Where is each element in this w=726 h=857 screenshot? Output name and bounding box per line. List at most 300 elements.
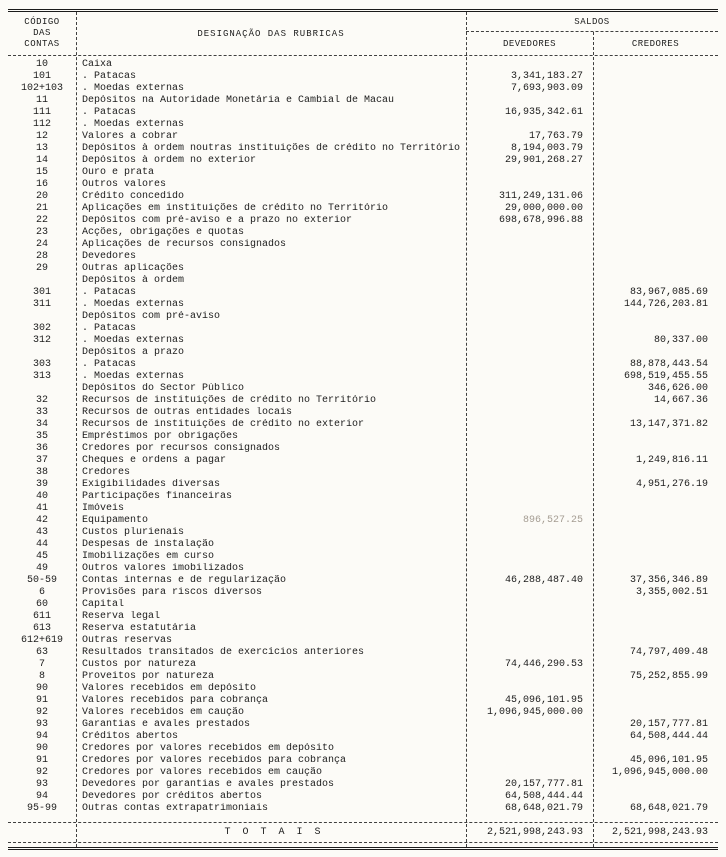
account-code: 50-59 [26, 575, 57, 586]
header-devedores: DEVEDORES [502, 38, 557, 49]
account-code: 93 [35, 779, 48, 790]
pre-totals-gap [8, 815, 718, 822]
table-row [8, 347, 718, 359]
rubric-designation: Depósitos com pré-aviso [82, 311, 221, 322]
account-code: 42 [35, 515, 48, 526]
devedores-value [466, 359, 593, 371]
rubric-designation: Participações financeiras [82, 491, 233, 502]
header-saldos: SALDOS [466, 12, 718, 32]
table-row [8, 467, 718, 479]
table-row [8, 275, 718, 287]
table-row [8, 479, 718, 491]
table-row [8, 731, 718, 743]
rubric-designation: Valores a cobrar [82, 131, 179, 142]
credores-value [593, 707, 718, 719]
account-code: 8 [38, 671, 45, 682]
devedores-value: 1,096,945,000.00 [486, 707, 583, 718]
devedores-value [466, 599, 593, 611]
table-row [8, 599, 718, 611]
credores-value [593, 431, 718, 443]
rubric-designation: Outros valores imobilizados [82, 563, 245, 574]
table-row [8, 455, 718, 467]
rubric-designation: Proveitos por natureza [82, 671, 215, 682]
credores-value: 4,951,276.19 [635, 479, 708, 490]
credores-value [593, 191, 718, 203]
credores-value [593, 623, 718, 635]
table-row [8, 383, 718, 395]
devedores-value [466, 335, 593, 347]
rubric-designation: . Patacas [82, 287, 137, 298]
account-code: 91 [35, 695, 48, 706]
credores-value: 20,157,777.81 [629, 719, 708, 730]
rubric-designation: Custos por natureza [82, 659, 197, 670]
rubric-designation: . Moedas externas [82, 83, 185, 94]
account-code: 44 [35, 539, 48, 550]
credores-value [593, 611, 718, 623]
credores-value [593, 527, 718, 539]
totals-credores-value: 2,521,998,243.93 [611, 827, 708, 838]
rubric-designation: Recursos de instituições de crédito no exterior [82, 419, 365, 430]
table-row [8, 227, 718, 239]
rubric-designation: . Patacas [82, 71, 137, 82]
rubric-designation: . Moedas externas [82, 335, 185, 346]
account-code: 111 [32, 107, 51, 118]
table-row [8, 407, 718, 419]
rubric-designation: Capital [82, 599, 125, 610]
devedores-value: 74,446,290.53 [504, 659, 583, 670]
credores-value [593, 215, 718, 227]
account-code: 21 [35, 203, 48, 214]
account-code: 13 [35, 143, 48, 154]
totals-row [8, 822, 718, 843]
devedores-value [466, 95, 593, 107]
accounts-table [8, 9, 718, 850]
devedores-value [466, 731, 593, 743]
devedores-value [466, 311, 593, 323]
credores-value [593, 635, 718, 647]
table-row [8, 119, 718, 131]
devedores-value [466, 443, 593, 455]
devedores-value: 8,194,003.79 [510, 143, 583, 154]
account-code: 612+619 [20, 635, 63, 646]
rubric-designation: Depósitos à ordem no exterior [82, 155, 257, 166]
rubric-designation: Credores por valores recebidos em depósito [82, 743, 335, 754]
rubric-designation: Outras reservas [82, 635, 173, 646]
account-code: 112 [32, 119, 51, 130]
rubric-designation: Credores por valores recebidos para cobrança [82, 755, 347, 766]
credores-value [593, 347, 718, 359]
rubric-designation: Depósitos à ordem [82, 275, 185, 286]
account-code: 611 [32, 611, 51, 622]
devedores-value: 16,935,342.61 [504, 107, 583, 118]
table-row [8, 707, 718, 719]
table-row [8, 695, 718, 707]
account-code: 94 [35, 791, 48, 802]
rubric-designation: Devedores [82, 251, 137, 262]
account-code: 32 [35, 395, 48, 406]
devedores-value [466, 395, 593, 407]
rubric-designation: Imóveis [82, 503, 125, 514]
table-row [8, 191, 718, 203]
credores-value [593, 659, 718, 671]
account-code: 311 [32, 299, 51, 310]
header-designacao: DESIGNAÇÃO DAS RUBRICAS [197, 28, 345, 39]
rubric-designation: Provisões para riscos diversos [82, 587, 263, 598]
account-code: 40 [35, 491, 48, 502]
devedores-value [466, 467, 593, 479]
rubric-designation: Custos plurienais [82, 527, 185, 538]
rubric-designation: Devedores por garantias e avales prestados [82, 779, 335, 790]
rubric-designation: Depósitos do Sector Público [82, 383, 245, 394]
table-row [8, 611, 718, 623]
table-row [8, 143, 718, 155]
account-code: 63 [35, 647, 48, 658]
account-code: 20 [35, 191, 48, 202]
rubric-designation: . Patacas [82, 107, 137, 118]
devedores-value [466, 455, 593, 467]
devedores-value [466, 539, 593, 551]
table-row [8, 251, 718, 263]
table-row [8, 587, 718, 599]
devedores-value [466, 767, 593, 779]
rubric-designation: Depósitos a prazo [82, 347, 185, 358]
credores-value [593, 155, 718, 167]
table-row [8, 791, 718, 803]
credores-value: 1,096,945,000.00 [611, 767, 708, 778]
table-row [8, 107, 718, 119]
rubric-designation: Exigibilidades diversas [82, 479, 221, 490]
credores-value [593, 251, 718, 263]
devedores-value: 311,249,131.06 [498, 191, 583, 202]
table-row [8, 659, 718, 671]
devedores-value [466, 491, 593, 503]
credores-value: 74,797,409.48 [629, 647, 708, 658]
devedores-value [466, 719, 593, 731]
devedores-value [466, 347, 593, 359]
table-row [8, 239, 718, 251]
rubric-designation: Resultados transitados de exercícios anteriores [82, 647, 365, 658]
header-codigo-line1: CÓDIGO [24, 17, 60, 27]
table-row [8, 647, 718, 659]
credores-value [593, 563, 718, 575]
account-code: 39 [35, 479, 48, 490]
table-header [8, 12, 718, 56]
devedores-value: 698,678,996.88 [498, 215, 583, 226]
rubric-designation: Outros valores [82, 179, 167, 190]
account-code [8, 347, 76, 359]
devedores-value [466, 275, 593, 287]
account-code: 45 [35, 551, 48, 562]
credores-value: 346,626.00 [647, 383, 708, 394]
header-saldos-subcolumns [466, 32, 718, 55]
table-row [8, 551, 718, 563]
credores-value [593, 791, 718, 803]
credores-value: 64,508,444.44 [629, 731, 708, 742]
account-code: 95-99 [26, 803, 57, 814]
credores-value [593, 323, 718, 335]
credores-value [593, 179, 718, 191]
rubric-designation: Reserva estatutária [82, 623, 197, 634]
table-row [8, 419, 718, 431]
devedores-value: 7,693,903.09 [510, 83, 583, 94]
credores-value [593, 539, 718, 551]
credores-value: 83,967,085.69 [629, 287, 708, 298]
rubric-designation: Outras aplicações [82, 263, 185, 274]
devedores-value [466, 371, 593, 383]
devedores-value: 46,288,487.40 [504, 575, 583, 586]
devedores-value [466, 119, 593, 131]
account-code: 92 [35, 767, 48, 778]
account-code: 16 [35, 179, 48, 190]
devedores-value [466, 179, 593, 191]
devedores-value [466, 263, 593, 275]
account-code: 33 [35, 407, 48, 418]
rubric-designation: Credores por recursos consignados [82, 443, 281, 454]
devedores-value [466, 59, 593, 71]
totals-label: T O T A I S [224, 827, 324, 838]
header-credores: CREDORES [631, 38, 680, 49]
credores-value [593, 695, 718, 707]
table-row [8, 395, 718, 407]
table-row [8, 263, 718, 275]
credores-value [593, 95, 718, 107]
devedores-value [466, 503, 593, 515]
devedores-value [466, 323, 593, 335]
account-code: 93 [35, 719, 48, 730]
credores-value [593, 515, 718, 527]
rubric-designation: Depósitos com pré-aviso e a prazo no exterior [82, 215, 353, 226]
rubric-designation: Outras contas extrapatrimoniais [82, 803, 269, 814]
rubric-designation: . Moedas externas [82, 119, 185, 130]
table-row [8, 359, 718, 371]
account-code: 90 [35, 683, 48, 694]
table-row [8, 779, 718, 791]
rubric-designation: Caixa [82, 59, 113, 70]
table-row [8, 671, 718, 683]
account-code: 302 [32, 323, 51, 334]
account-code: 7 [38, 659, 45, 670]
credores-value: 88,878,443.54 [629, 359, 708, 370]
credores-value [593, 107, 718, 119]
account-code: 102+103 [20, 83, 63, 94]
devedores-value: 17,763.79 [528, 131, 583, 142]
table-row [8, 755, 718, 767]
rubric-designation: . Patacas [82, 323, 137, 334]
credores-value [593, 131, 718, 143]
header-codigo-das-contas [8, 12, 76, 55]
table-body [8, 56, 718, 815]
devedores-value [466, 563, 593, 575]
rubric-designation: . Moedas externas [82, 299, 185, 310]
rubric-designation: Devedores por créditos abertos [82, 791, 263, 802]
credores-value [593, 143, 718, 155]
devedores-value: 3,341,183.27 [510, 71, 583, 82]
credores-value [593, 551, 718, 563]
account-code: 23 [35, 227, 48, 238]
rubric-designation: Despesas de instalação [82, 539, 215, 550]
table-row [8, 491, 718, 503]
account-code: 303 [32, 359, 51, 370]
table-row [8, 287, 718, 299]
rubric-designation: . Moedas externas [82, 371, 185, 382]
rubric-designation: . Patacas [82, 359, 137, 370]
devedores-value [466, 527, 593, 539]
table-row [8, 503, 718, 515]
devedores-value [466, 479, 593, 491]
credores-value: 75,252,855.99 [629, 671, 708, 682]
table-row [8, 515, 718, 527]
account-code: 101 [32, 71, 51, 82]
table-row [8, 767, 718, 779]
rubric-designation: Equipamento [82, 515, 149, 526]
table-row [8, 131, 718, 143]
credores-value [593, 83, 718, 95]
devedores-value: 29,000,000.00 [504, 203, 583, 214]
table-row [8, 71, 718, 83]
account-code: 11 [35, 95, 48, 106]
devedores-value [466, 431, 593, 443]
rubric-designation: Garantias e avales prestados [82, 719, 251, 730]
rubric-designation: Crédito concedido [82, 191, 185, 202]
table-row [8, 743, 718, 755]
devedores-value [466, 239, 593, 251]
rubric-designation: Valores recebidos em caução [82, 707, 245, 718]
rubric-designation: Acções, obrigações e quotas [82, 227, 245, 238]
credores-value [593, 119, 718, 131]
account-code: 613 [32, 623, 51, 634]
table-row [8, 623, 718, 635]
credores-value [593, 227, 718, 239]
table-row [8, 803, 718, 815]
devedores-value [466, 299, 593, 311]
devedores-value [466, 743, 593, 755]
credores-value: 3,355,002.51 [635, 587, 708, 598]
header-codigo-line3: CONTAS [24, 39, 60, 49]
devedores-value [466, 227, 593, 239]
account-code: 34 [35, 419, 48, 430]
table-row [8, 335, 718, 347]
table-row [8, 59, 718, 71]
devedores-value: 68,648,021.79 [504, 803, 583, 814]
devedores-value: 45,096,101.95 [504, 695, 583, 706]
credores-value [593, 599, 718, 611]
rubric-designation: Contas internas e de regularização [82, 575, 287, 586]
credores-value: 45,096,101.95 [629, 755, 708, 766]
credores-value [593, 263, 718, 275]
credores-value [593, 239, 718, 251]
header-saldos-group [466, 12, 718, 55]
rubric-designation: Aplicações de recursos consignados [82, 239, 287, 250]
account-code: 22 [35, 215, 48, 226]
totals-devedores-value: 2,521,998,243.93 [486, 827, 583, 838]
account-code: 301 [32, 287, 51, 298]
credores-value [593, 779, 718, 791]
credores-value [593, 503, 718, 515]
table-row [8, 563, 718, 575]
credores-value [593, 683, 718, 695]
rubric-designation: Créditos abertos [82, 731, 179, 742]
credores-value: 68,648,021.79 [629, 803, 708, 814]
rubric-designation: Recursos de instituições de crédito no Território [82, 395, 377, 406]
table-row [8, 575, 718, 587]
account-code: 10 [35, 59, 48, 70]
credores-value: 698,519,455.55 [623, 371, 708, 382]
header-codigo-line2: DAS [33, 28, 51, 38]
devedores-value [466, 623, 593, 635]
credores-value [593, 443, 718, 455]
devedores-value [466, 635, 593, 647]
table-row [8, 539, 718, 551]
account-code: 28 [35, 251, 48, 262]
table-row [8, 323, 718, 335]
rubric-designation: Recursos de outras entidades locais [82, 407, 293, 418]
totals-code-cell [8, 823, 76, 842]
credores-value [593, 743, 718, 755]
table-row [8, 431, 718, 443]
credores-value: 37,356,346.89 [629, 575, 708, 586]
account-code: 36 [35, 443, 48, 454]
rubric-designation: Cheques e ordens a pagar [82, 455, 227, 466]
devedores-value: 29,901,268.27 [504, 155, 583, 166]
account-code: 15 [35, 167, 48, 178]
table-row [8, 179, 718, 191]
rubric-designation: Depósitos na Autoridade Monetária e Cambial de Macau [82, 95, 395, 106]
devedores-value [466, 611, 593, 623]
devedores-value: 20,157,777.81 [504, 779, 583, 790]
account-code: 29 [35, 263, 48, 274]
devedores-value [466, 251, 593, 263]
table-row [8, 299, 718, 311]
table-row [8, 167, 718, 179]
devedores-value [466, 647, 593, 659]
rubric-designation: Depósitos à ordem noutras instituições de crédito no Território [82, 143, 461, 154]
credores-value [593, 59, 718, 71]
account-code: 312 [32, 335, 51, 346]
devedores-value [466, 383, 593, 395]
table-row [8, 371, 718, 383]
rubric-designation: Imobilizações em curso [82, 551, 215, 562]
table-row [8, 215, 718, 227]
devedores-value [466, 407, 593, 419]
credores-value [593, 467, 718, 479]
account-code [8, 275, 76, 287]
account-code: 38 [35, 467, 48, 478]
rubric-designation: Empréstimos por obrigações [82, 431, 239, 442]
account-code: 35 [35, 431, 48, 442]
devedores-value [466, 551, 593, 563]
table-row [8, 683, 718, 695]
devedores-value [466, 287, 593, 299]
credores-value: 144,726,203.81 [623, 299, 708, 310]
credores-value [593, 71, 718, 83]
account-code [8, 311, 76, 323]
rubric-designation: Valores recebidos em depósito [82, 683, 257, 694]
table-row [8, 155, 718, 167]
account-code: 49 [35, 563, 48, 574]
account-code: 41 [35, 503, 48, 514]
account-code: 90 [35, 743, 48, 754]
account-code: 91 [35, 755, 48, 766]
account-code: 94 [35, 731, 48, 742]
devedores-value [466, 419, 593, 431]
account-code: 92 [35, 707, 48, 718]
rubric-designation: Credores [82, 467, 131, 478]
credores-value [593, 311, 718, 323]
account-code: 37 [35, 455, 48, 466]
credores-value [593, 275, 718, 287]
credores-value: 1,249,816.11 [635, 455, 708, 466]
credores-value [593, 203, 718, 215]
